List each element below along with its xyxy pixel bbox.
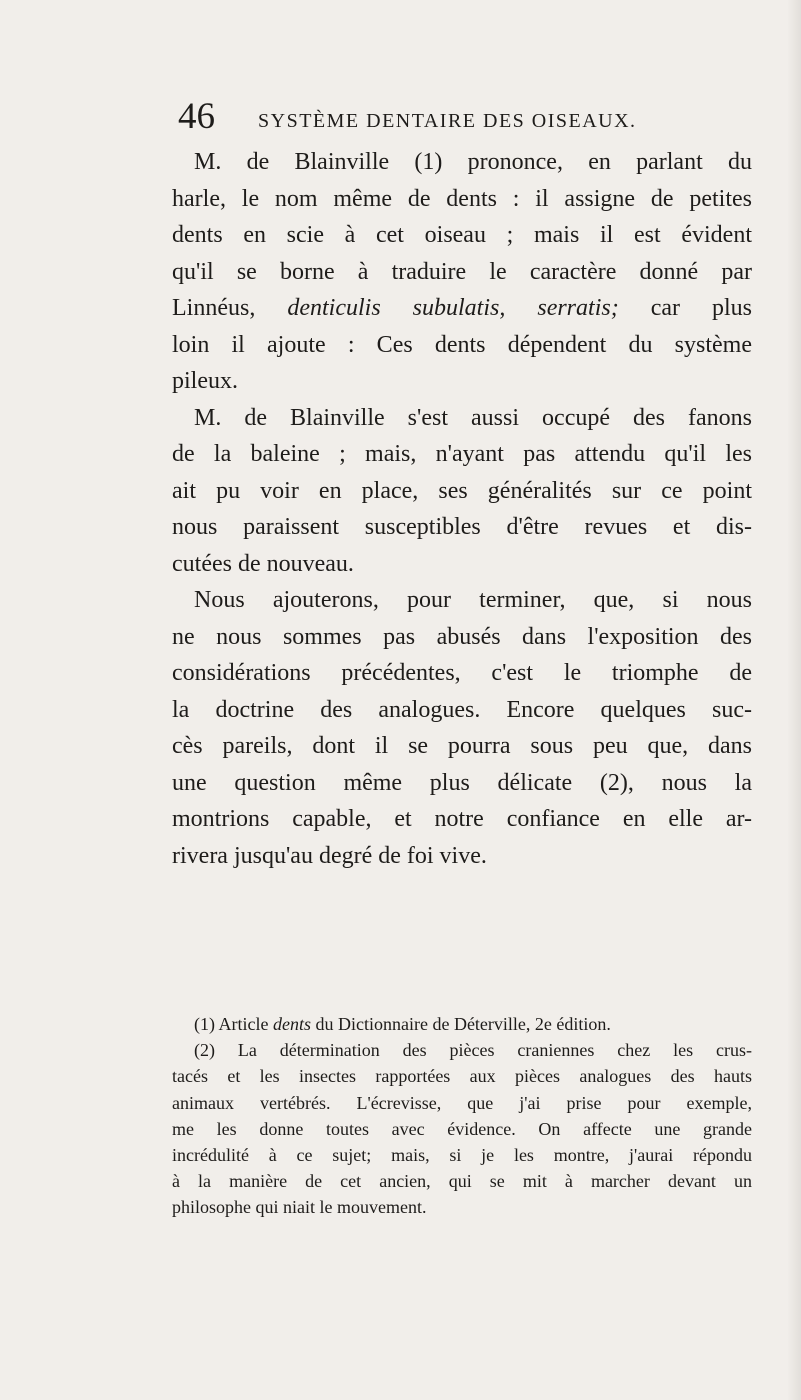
page-edge-shadow xyxy=(787,0,801,1400)
text-line: cutées de nouveau. xyxy=(172,550,354,577)
text-line: nous paraissent susceptibles d'être revues et dis- xyxy=(172,514,752,540)
footnote-2-line: philosophe qui niait le mouvement. xyxy=(172,1197,427,1218)
text-line: pileux. xyxy=(172,368,238,394)
footnote-2-line: animaux vertébrés. L'écrevisse, que j'ai prise pour exemple, xyxy=(172,1092,752,1113)
footnote-1-italic: dents xyxy=(272,1014,311,1034)
text-line: une question même plus délicate (2), nous la xyxy=(172,769,752,796)
footnote-2-line: (2) La détermination des pièces craniennes chez les crus- xyxy=(194,1040,752,1061)
main-text xyxy=(172,144,752,874)
text-fragment: car plus xyxy=(650,295,753,321)
page-number: 46 xyxy=(178,96,215,137)
text-line: rivera jusqu'au degré de foi vive. xyxy=(172,842,487,869)
text-line: Nous ajouterons, pour terminer, que, si nous xyxy=(194,587,752,613)
text-line: ne nous sommes pas abusés dans l'exposition des xyxy=(172,623,752,650)
footnote-2-line: incrédulité à ce sujet; mais, si je les montre, j'aurai répondu xyxy=(172,1144,752,1165)
page-header xyxy=(178,92,738,142)
text-line-with-latin xyxy=(172,290,752,327)
text-line: loin il ajoute : Ces dents dépendent du système xyxy=(172,331,752,358)
text-line: considérations précédentes, c'est le triomphe de xyxy=(172,660,752,686)
footnote-1-prefix: (1) Article xyxy=(194,1014,269,1034)
footnote-2-line: à la manière de cet ancien, qui se mit à marcher devant un xyxy=(172,1171,752,1192)
footnote-2-line: me les donne toutes avec évidence. On affecte une grande xyxy=(172,1118,752,1139)
text-line: harle, le nom même de dents : il assigne de petites xyxy=(172,185,752,212)
latin-quote: denticulis subulatis, serratis; xyxy=(287,295,619,321)
text-line: la doctrine des analogues. Encore quelques suc- xyxy=(172,696,752,723)
text-line: montrions capable, et notre confiance en elle ar- xyxy=(172,806,752,832)
text-line: dents en scie à cet oiseau ; mais il est évident xyxy=(172,222,752,248)
text-line: cès pareils, dont il se pourra sous peu que, dans xyxy=(172,733,752,759)
text-line: M. de Blainville (1) prononce, en parlant du xyxy=(194,149,752,175)
footnote-2-line: tacés et les insectes rapportées aux pièces analogues des hauts xyxy=(172,1066,752,1087)
text-line: M. de Blainville s'est aussi occupé des fanons xyxy=(194,404,752,431)
footnote-1-suffix: du Dictionnaire de Déterville, 2e édition. xyxy=(315,1014,611,1034)
footnote-1 xyxy=(172,1011,752,1037)
text-line: qu'il se borne à traduire le caractère donné par xyxy=(172,258,752,285)
footnotes xyxy=(172,1011,752,1221)
text-line: ait pu voir en place, ses généralités sur ce point xyxy=(172,477,752,504)
text-line: de la baleine ; mais, n'ayant pas attendu qu'il les xyxy=(172,441,752,467)
author-name: Linnéus, xyxy=(172,295,256,321)
running-title: SYSTÈME DENTAIRE DES OISEAUX. xyxy=(258,110,637,132)
